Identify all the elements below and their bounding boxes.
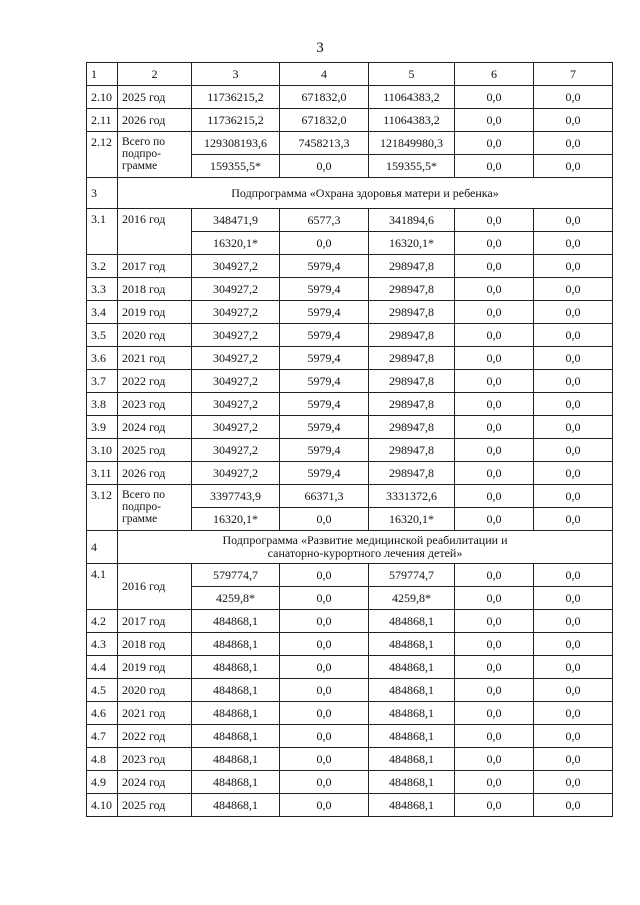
section-title-row: [87, 178, 613, 209]
value-cell: 0,0: [455, 86, 534, 109]
value-cell: 0,0: [534, 610, 613, 633]
value-cell: 484868,1: [369, 771, 455, 794]
table-row: [87, 324, 613, 347]
value-cell: 0,0: [455, 771, 534, 794]
value-cell: 5979,4: [280, 347, 369, 370]
row-number: 3.1: [87, 209, 118, 255]
value-cell: 3397743,9: [192, 485, 280, 508]
value-cell: 0,0: [534, 508, 613, 531]
page-number: 3: [316, 40, 324, 56]
value-cell: 0,0: [534, 416, 613, 439]
value-cell: 6577,3: [280, 209, 369, 232]
table-row: [87, 633, 613, 656]
row-year: 2019 год: [118, 656, 192, 679]
value-cell: 5979,4: [280, 462, 369, 485]
value-cell: 0,0: [534, 633, 613, 656]
row-number: 2.11: [87, 109, 118, 132]
value-cell: 484868,1: [192, 702, 280, 725]
row-year: 2022 год: [118, 725, 192, 748]
budget-table: [86, 62, 613, 817]
value-cell: 298947,8: [369, 439, 455, 462]
value-cell: 0,0: [455, 301, 534, 324]
table-row: [87, 278, 613, 301]
value-cell: 0,0: [534, 439, 613, 462]
value-cell: 304927,2: [192, 462, 280, 485]
section-number: 3: [87, 178, 118, 209]
value-cell: 0,0: [455, 748, 534, 771]
value-cell: 304927,2: [192, 439, 280, 462]
value-cell: 304927,2: [192, 370, 280, 393]
value-cell: 484868,1: [369, 610, 455, 633]
row-number: 4.1: [87, 564, 118, 610]
value-cell: 0,0: [534, 564, 613, 587]
row-number: 4.7: [87, 725, 118, 748]
value-cell: 298947,8: [369, 324, 455, 347]
row-number: 3.5: [87, 324, 118, 347]
value-cell: 484868,1: [369, 748, 455, 771]
value-cell: 0,0: [280, 702, 369, 725]
table-row: [87, 393, 613, 416]
value-cell: 0,0: [534, 748, 613, 771]
value-cell: 0,0: [534, 485, 613, 508]
value-cell: 0,0: [455, 725, 534, 748]
table-row: [87, 86, 613, 109]
table-row: [87, 679, 613, 702]
value-cell: 0,0: [534, 370, 613, 393]
value-cell: 0,0: [455, 232, 534, 255]
section-title-row: [87, 531, 613, 564]
value-cell: 0,0: [534, 232, 613, 255]
value-cell: 484868,1: [192, 748, 280, 771]
row-year: 2021 год: [118, 347, 192, 370]
header-row: [87, 63, 613, 86]
value-cell: 304927,2: [192, 393, 280, 416]
value-cell: 5979,4: [280, 324, 369, 347]
value-cell: 5979,4: [280, 439, 369, 462]
header-cell: 2: [118, 63, 192, 86]
row-year: 2026 год: [118, 109, 192, 132]
table-row: [87, 610, 613, 633]
value-cell: 0,0: [534, 109, 613, 132]
header-cell: 5: [369, 63, 455, 86]
value-cell: 671832,0: [280, 109, 369, 132]
value-cell: 0,0: [534, 209, 613, 232]
value-cell: 298947,8: [369, 462, 455, 485]
value-cell: 0,0: [280, 748, 369, 771]
table-row: [87, 255, 613, 278]
header-cell: 7: [534, 63, 613, 86]
value-cell: 0,0: [280, 587, 369, 610]
row-year: 2017 год: [118, 610, 192, 633]
value-cell: 298947,8: [369, 347, 455, 370]
value-cell: 0,0: [280, 656, 369, 679]
value-cell: 484868,1: [369, 656, 455, 679]
value-cell: 7458213,3: [280, 132, 369, 155]
table-row: [87, 771, 613, 794]
row-year: 2023 год: [118, 393, 192, 416]
row-label: Всего по подпро-грамме: [118, 485, 192, 531]
value-cell: 671832,0: [280, 86, 369, 109]
row-year: 2025 год: [118, 439, 192, 462]
value-cell: 0,0: [280, 508, 369, 531]
value-cell: 304927,2: [192, 255, 280, 278]
section-number: 4: [87, 531, 118, 564]
value-cell: 298947,8: [369, 370, 455, 393]
value-cell: 484868,1: [192, 794, 280, 817]
value-cell: 298947,8: [369, 301, 455, 324]
value-cell: 298947,8: [369, 255, 455, 278]
table-row: [87, 725, 613, 748]
value-cell: 159355,5*: [192, 155, 280, 178]
value-cell: 0,0: [455, 794, 534, 817]
row-year: 2018 год: [118, 278, 192, 301]
value-cell: 4259,8*: [369, 587, 455, 610]
value-cell: 484868,1: [192, 633, 280, 656]
row-number: 4.3: [87, 633, 118, 656]
row-label: 2016 год: [118, 564, 192, 610]
value-cell: 0,0: [534, 725, 613, 748]
value-cell: 5979,4: [280, 393, 369, 416]
row-year: 2017 год: [118, 255, 192, 278]
value-cell: 304927,2: [192, 324, 280, 347]
value-cell: 0,0: [534, 155, 613, 178]
table-row: [87, 439, 613, 462]
value-cell: 16320,1*: [192, 508, 280, 531]
value-cell: 0,0: [280, 232, 369, 255]
value-cell: 0,0: [534, 771, 613, 794]
value-cell: 484868,1: [192, 610, 280, 633]
value-cell: 0,0: [534, 587, 613, 610]
row-year: 2025 год: [118, 86, 192, 109]
value-cell: 0,0: [534, 278, 613, 301]
row-year: 2026 год: [118, 462, 192, 485]
value-cell: 0,0: [455, 278, 534, 301]
value-cell: 0,0: [455, 393, 534, 416]
value-cell: 0,0: [280, 155, 369, 178]
value-cell: 3331372,6: [369, 485, 455, 508]
row-number: 3.2: [87, 255, 118, 278]
row-number: 3.6: [87, 347, 118, 370]
value-cell: 304927,2: [192, 416, 280, 439]
table-row: [87, 109, 613, 132]
row-number: 2.10: [87, 86, 118, 109]
value-cell: 0,0: [455, 564, 534, 587]
section-title-line: санаторно-курортного лечения детей»: [267, 546, 463, 560]
value-cell: 11064383,2: [369, 86, 455, 109]
table-row: [87, 301, 613, 324]
value-cell: 298947,8: [369, 416, 455, 439]
value-cell: 0,0: [280, 794, 369, 817]
table-row: [87, 347, 613, 370]
value-cell: 0,0: [534, 132, 613, 155]
table-row: [87, 132, 613, 155]
value-cell: 0,0: [455, 485, 534, 508]
header-cell: 3: [192, 63, 280, 86]
row-number: 3.4: [87, 301, 118, 324]
row-number: 3.10: [87, 439, 118, 462]
row-number: 3.9: [87, 416, 118, 439]
value-cell: 0,0: [455, 462, 534, 485]
value-cell: 304927,2: [192, 278, 280, 301]
row-year: 2021 год: [118, 702, 192, 725]
value-cell: 121849980,3: [369, 132, 455, 155]
row-year: 2023 год: [118, 748, 192, 771]
value-cell: 0,0: [280, 633, 369, 656]
value-cell: 66371,3: [280, 485, 369, 508]
row-number: 4.6: [87, 702, 118, 725]
value-cell: 0,0: [455, 610, 534, 633]
section-title-line: Подпрограмма «Развитие медицинской реабилитации и: [222, 533, 508, 547]
value-cell: 0,0: [455, 439, 534, 462]
value-cell: 348471,9: [192, 209, 280, 232]
value-cell: 0,0: [455, 255, 534, 278]
value-cell: 0,0: [280, 610, 369, 633]
table-row: [87, 656, 613, 679]
table-row: [87, 485, 613, 508]
table-row: [87, 564, 613, 587]
row-number: 4.9: [87, 771, 118, 794]
value-cell: 11736215,2: [192, 109, 280, 132]
value-cell: 579774,7: [192, 564, 280, 587]
header-cell: 1: [87, 63, 118, 86]
value-cell: 0,0: [455, 633, 534, 656]
value-cell: 0,0: [280, 725, 369, 748]
row-number: 3.12: [87, 485, 118, 531]
value-cell: 0,0: [534, 347, 613, 370]
value-cell: 484868,1: [192, 771, 280, 794]
table-row: [87, 702, 613, 725]
value-cell: 0,0: [455, 155, 534, 178]
value-cell: 0,0: [455, 370, 534, 393]
row-number: 4.2: [87, 610, 118, 633]
value-cell: 0,0: [455, 587, 534, 610]
header-cell: 4: [280, 63, 369, 86]
value-cell: 0,0: [455, 679, 534, 702]
value-cell: 0,0: [534, 393, 613, 416]
value-cell: 304927,2: [192, 301, 280, 324]
value-cell: 0,0: [534, 255, 613, 278]
row-number: 4.4: [87, 656, 118, 679]
row-year: 2020 год: [118, 324, 192, 347]
value-cell: 0,0: [455, 347, 534, 370]
value-cell: 484868,1: [369, 702, 455, 725]
value-cell: 0,0: [455, 324, 534, 347]
table-row: [87, 370, 613, 393]
row-number: 3.11: [87, 462, 118, 485]
section-title: [118, 531, 613, 564]
table-row: [87, 416, 613, 439]
value-cell: 298947,8: [369, 278, 455, 301]
value-cell: 5979,4: [280, 416, 369, 439]
value-cell: 484868,1: [369, 633, 455, 656]
table-row: [87, 794, 613, 817]
value-cell: 484868,1: [369, 794, 455, 817]
table-row: [87, 209, 613, 232]
value-cell: 341894,6: [369, 209, 455, 232]
table-body: [87, 63, 613, 817]
value-cell: 4259,8*: [192, 587, 280, 610]
value-cell: 0,0: [455, 656, 534, 679]
value-cell: 0,0: [455, 702, 534, 725]
value-cell: 0,0: [455, 508, 534, 531]
value-cell: 0,0: [455, 416, 534, 439]
row-number: 4.8: [87, 748, 118, 771]
value-cell: 0,0: [534, 86, 613, 109]
row-year: 2024 год: [118, 771, 192, 794]
value-cell: 159355,5*: [369, 155, 455, 178]
value-cell: 0,0: [455, 209, 534, 232]
value-cell: 0,0: [534, 324, 613, 347]
section-title: Подпрограмма «Охрана здоровья матери и ребенка»: [118, 178, 613, 209]
value-cell: 0,0: [455, 109, 534, 132]
row-label: Всего по подпро-грамме: [118, 132, 192, 178]
value-cell: 579774,7: [369, 564, 455, 587]
value-cell: 16320,1*: [192, 232, 280, 255]
value-cell: 0,0: [280, 564, 369, 587]
value-cell: 484868,1: [192, 679, 280, 702]
value-cell: 484868,1: [369, 725, 455, 748]
row-number: 3.8: [87, 393, 118, 416]
row-year: 2019 год: [118, 301, 192, 324]
value-cell: 0,0: [280, 771, 369, 794]
value-cell: 11064383,2: [369, 109, 455, 132]
value-cell: 304927,2: [192, 347, 280, 370]
value-cell: 484868,1: [369, 679, 455, 702]
header-cell: 6: [455, 63, 534, 86]
row-number: 3.3: [87, 278, 118, 301]
value-cell: 0,0: [534, 656, 613, 679]
value-cell: 11736215,2: [192, 86, 280, 109]
row-year: 2025 год: [118, 794, 192, 817]
value-cell: 0,0: [534, 794, 613, 817]
value-cell: 0,0: [534, 702, 613, 725]
value-cell: 16320,1*: [369, 508, 455, 531]
row-label: 2016 год: [118, 209, 192, 255]
value-cell: 0,0: [534, 679, 613, 702]
value-cell: 0,0: [534, 301, 613, 324]
value-cell: 484868,1: [192, 725, 280, 748]
row-number: 4.10: [87, 794, 118, 817]
value-cell: 129308193,6: [192, 132, 280, 155]
table-row: [87, 748, 613, 771]
row-year: 2024 год: [118, 416, 192, 439]
value-cell: 5979,4: [280, 278, 369, 301]
value-cell: 5979,4: [280, 370, 369, 393]
value-cell: 484868,1: [192, 656, 280, 679]
row-year: 2018 год: [118, 633, 192, 656]
table-row: [87, 462, 613, 485]
value-cell: 16320,1*: [369, 232, 455, 255]
value-cell: 298947,8: [369, 393, 455, 416]
row-number: 4.5: [87, 679, 118, 702]
value-cell: 5979,4: [280, 301, 369, 324]
row-number: 3.7: [87, 370, 118, 393]
row-year: 2022 год: [118, 370, 192, 393]
value-cell: 0,0: [534, 462, 613, 485]
value-cell: 0,0: [455, 132, 534, 155]
value-cell: 0,0: [280, 679, 369, 702]
row-number: 2.12: [87, 132, 118, 178]
value-cell: 5979,4: [280, 255, 369, 278]
row-year: 2020 год: [118, 679, 192, 702]
